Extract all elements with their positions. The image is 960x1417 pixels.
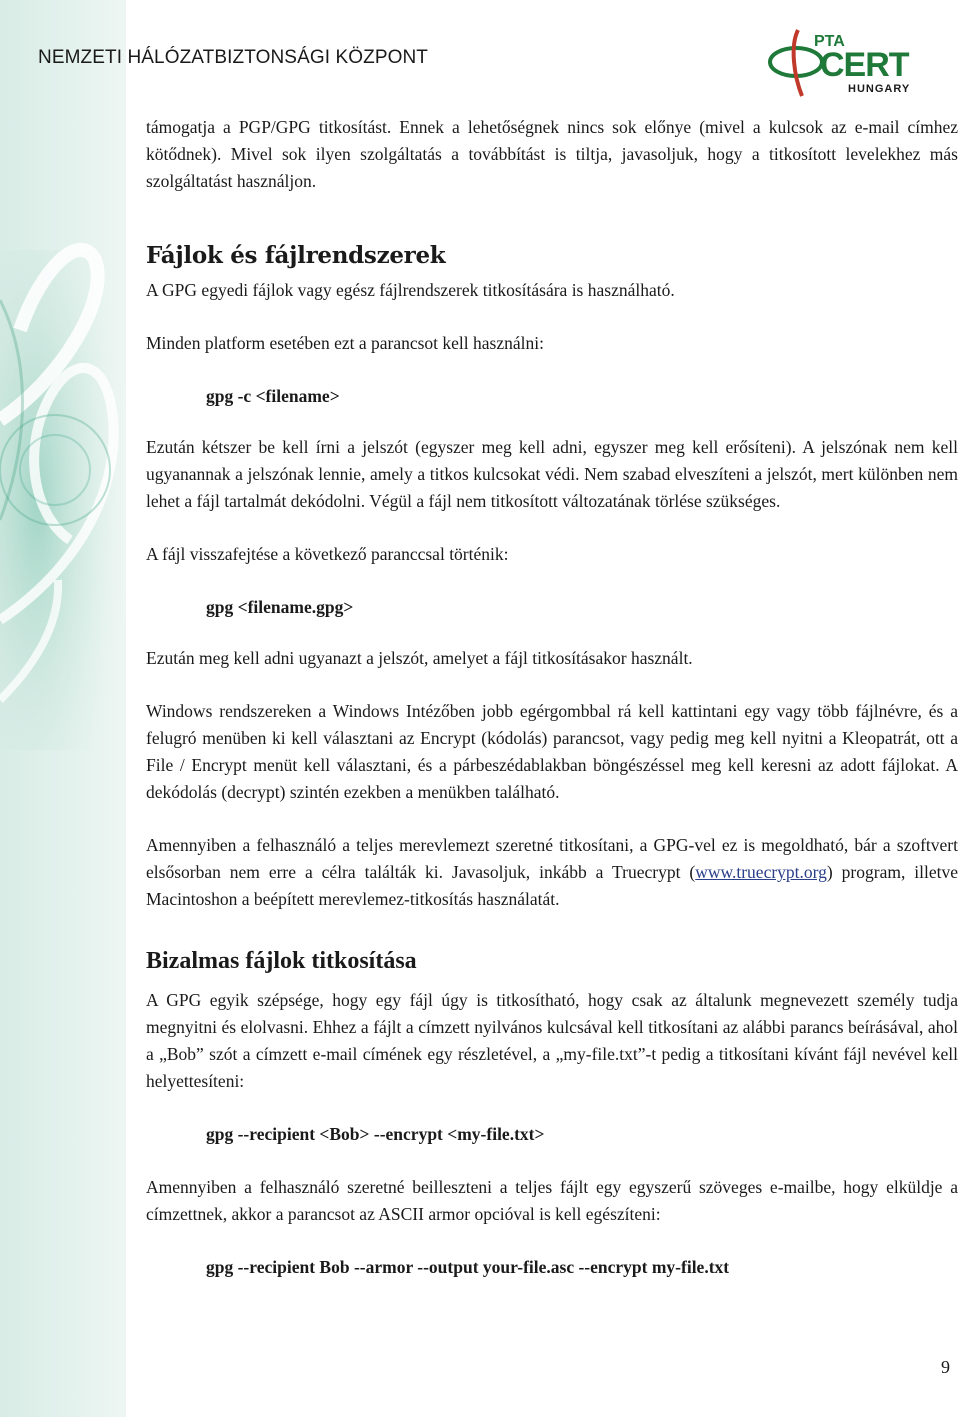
section-heading-files: Fájlok és fájlrendszerek — [146, 242, 446, 269]
logo-main-text: CERT — [820, 46, 909, 84]
paragraph: Ezután meg kell adni ugyanazt a jelszót, amelyet a fájl titkosításakor használt. — [146, 648, 693, 668]
paragraph: A fájl visszafejtése a következő paranccsal történik: — [146, 544, 509, 564]
code-command: gpg --recipient Bob --armor --output your-file.asc --encrypt my-file.txt — [206, 1257, 730, 1277]
paragraph: Minden platform esetében ezt a parancsot kell használni: — [146, 333, 544, 353]
paragraph: Amennyiben a felhasználó szeretné beilleszteni a teljes fájlt egy egyszerű szöveges e-mailbe, hogy elküldje a címzettnek, akkor a parancsot az ASCII armor opcióval is kell egészíteni: — [146, 1177, 958, 1224]
paragraph: Windows rendszereken a Windows Intézőben jobb egérgombbal rá kell kattintani egy vagy több fájlnévre, és a felugró menüben ki kell választani az Encrypt (kódolás) parancsot, vagy pedig meg kell nyitni a Kleopatrát, ott a File / Encrypt menüt kell választani, és a párbeszédablakban böngészéssel meg kell keresni az adott fájlokat. A dekódolás (decrypt) szintén ezekben a menükben található. — [146, 701, 958, 802]
paragraph: Ezután kétszer be kell írni a jelszót (egyszer meg kell adni, egyszer meg kell erősíteni). A jelszónak nem kell ugyanannak a jelszónak lennie, amely a titkos kulcsokat védi. Nem szabad elveszíteni a jelszót, mert különben nem lehet a fájl tartalmát dekódolni. Végül a fájl nem titkosított változatának törlése szükséges. — [146, 437, 958, 511]
truecrypt-link[interactable]: www.truecrypt.org — [695, 862, 827, 882]
document-body — [146, 114, 958, 1281]
logo-sub-text: HUNGARY — [848, 83, 911, 95]
logo-top-text: PTA — [814, 33, 845, 50]
swirl-decoration-icon — [0, 0, 126, 1417]
paragraph: A GPG egyik szépsége, hogy egy fájl úgy is titkosítható, hogy csak az általunk megnevezett személy tudja megnyitni és elolvasni. Ehhez a fájlt a címzett nyilvános kulcsával kell titkosítani az alábbi parancs beírásával, ahol a „Bob” szót a címzett e-mail címének egy részletével, a „my-file.txt”-t pedig a titkosítani kívánt fájl nevével kell helyettesíteni: — [146, 990, 958, 1091]
section-heading-confidential: Bizalmas fájlok titkosítása — [146, 948, 417, 974]
paragraph: A GPG egyedi fájlok vagy egész fájlrendszerek titkosítására is használható. — [146, 280, 675, 300]
intro-paragraph: támogatja a PGP/GPG titkosítást. Ennek a lehetőségnek nincs sok előnye (mivel a kulcsok az e-mail címhez kötődnek). Mivel sok ilyen szolgáltatás a továbbítást is tiltja, javasoljuk, hogy a titkosított levelekhez más szolgáltatást használjon. — [146, 117, 958, 191]
header-title: NEMZETI HÁLÓZATBIZTONSÁGI KÖZPONT — [38, 47, 429, 68]
side-decoration — [0, 0, 126, 1417]
paragraph-truecrypt — [146, 832, 958, 913]
code-command: gpg <filename.gpg> — [206, 597, 354, 617]
pta-cert-hungary-logo — [768, 26, 950, 98]
code-command: gpg -c <filename> — [206, 386, 340, 406]
text-span: Amennyiben a felhasználó a teljes merevlemezt szeretné titkosítani, a GPG-vel ez is megoldható, bár a szoftvert elsősorban nem erre a célra találták ki. Javasoljuk, inkább a Truecrypt ( — [146, 835, 958, 882]
page-number: 9 — [941, 1357, 950, 1377]
code-command: gpg --recipient <Bob> --encrypt <my-file.txt> — [206, 1124, 545, 1144]
text-span: ) program, illetve Macintoshon a beépített merevlemez-titkosítás használatát. — [146, 862, 958, 909]
